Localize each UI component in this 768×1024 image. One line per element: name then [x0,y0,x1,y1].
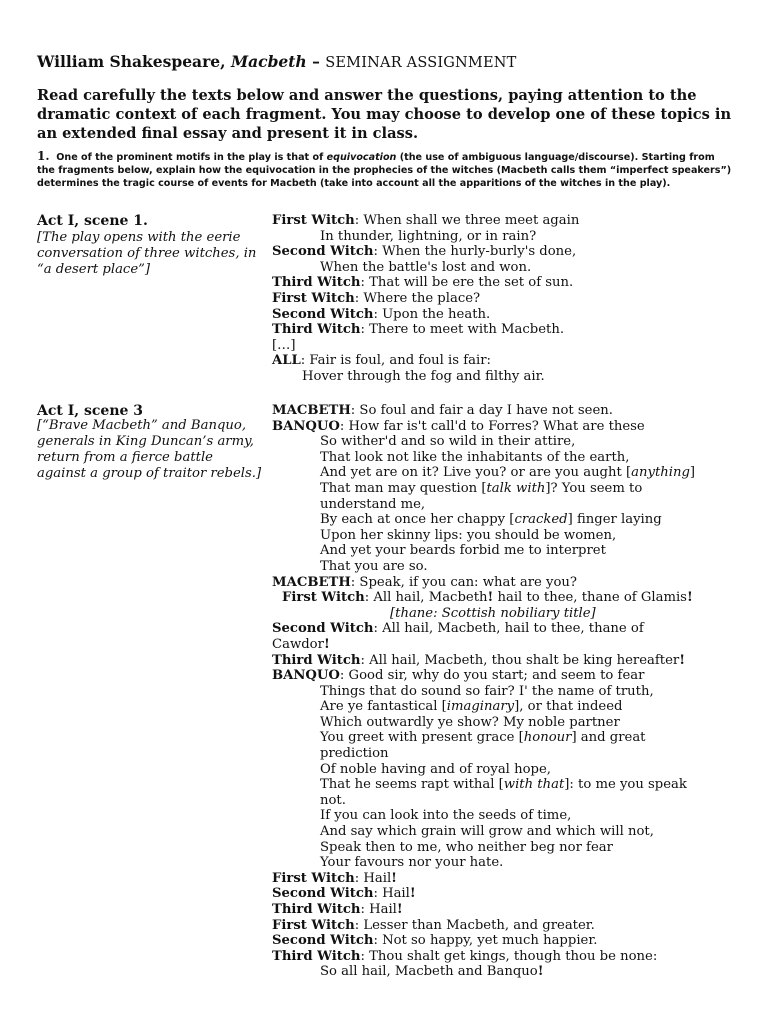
dialogue-line [272,434,742,450]
line-text: : Hail [360,902,397,917]
dialogue-line [272,699,742,715]
dialogue-line [272,213,742,229]
speaker-name: BANQUO [272,668,340,684]
speaker-name: Second Witch [272,244,374,260]
dialogue-line [272,497,742,513]
dialogue-line [272,543,742,559]
dialogue-line [272,871,742,887]
dialogue-line [272,715,742,731]
question-text-a: One of the prominent motifs in the play is that of [56,152,327,163]
dialogue-line [272,824,742,840]
line-text: ] and great [571,730,646,746]
line-text: That he seems rapt withal [ [320,777,504,793]
line-text: Which outwardly ye show? My noble partner [320,714,620,730]
speaker-name: First Witch [272,213,355,228]
line-text: And yet are on it? Live you? or are you aught [ [320,465,632,481]
dialogue-line [272,575,742,591]
gloss: with that [503,777,565,793]
dialogue-line [272,746,742,762]
line-text: : Hail [354,870,392,886]
exclamation-mark: ! [409,886,416,902]
line-text: hail to thee, thane of Glamis [493,590,687,606]
line-text: : Not so happy, yet much happier. [373,933,598,949]
line-text: : Where the place? [354,290,481,306]
line-text: You greet with present grace [ [320,730,524,746]
line-text: : Speak, if you can: what are you? [350,574,577,590]
dialogue-line [272,369,742,385]
dialogue-line [272,260,742,276]
title-dash: – [306,52,326,71]
exclamation-mark: ! [487,590,494,606]
line-text: That man may question [ [320,480,487,496]
line-text: : So foul and fair a day I have not seen. [350,403,613,418]
dialogue-line [272,637,742,653]
dialogue-line [272,621,742,637]
speaker-name: Second Witch [272,886,374,902]
dialogue-line [272,307,742,323]
line-text: : Fair is foul, and foul is fair: [300,353,491,369]
dialogue-line [272,322,742,338]
dialogue-line [272,808,742,824]
line-text: And yet your beards forbid me to interpret [320,543,606,559]
line-text: : Thou shalt get kings, though thou be none: [360,948,658,964]
scene1-note: [The play opens with the eerie conversation of three witches, in “a desert place”] [37,230,257,277]
question-1 [37,150,732,190]
dialogue-line [272,668,742,684]
line-text: not. [320,792,346,808]
speaker-name: Second Witch [272,306,374,322]
speaker-name: First Witch [272,917,355,933]
line-text: ]? You seem to [545,480,643,496]
line-text: : Hail [373,886,410,902]
line-text: If you can look into the seeds of time, [320,808,572,824]
dialogue-line [272,559,742,575]
line-text: That you are so. [320,558,428,574]
line-text: ], or that indeed [514,699,623,715]
line-text: In thunder, lightning, or in rain? [320,228,537,244]
speaker-name: ALL [272,353,301,369]
speaker-name: MACBETH [272,574,351,590]
dialogue-line [272,512,742,528]
dialogue-line [272,481,742,497]
speaker-name: Second Witch [272,621,374,637]
scene3-dialogue [272,403,742,980]
dialogue-line [272,933,742,949]
question-number: 1. [37,149,50,163]
gloss: anything [631,465,690,481]
dialogue-line [272,338,742,354]
dialogue-line [272,762,742,778]
line-text: : All hail, Macbeth [364,590,488,606]
speaker-name: Third Witch [272,948,361,964]
line-text: That look not like the inhabitants of the earth, [320,449,630,465]
dialogue-line [272,902,742,918]
line-text: understand me, [320,496,426,512]
line-text: By each at once her chappy [ [320,512,515,528]
line-text: […] [272,337,296,353]
title-subtitle: SEMINAR ASSIGNMENT [325,55,517,71]
dialogue-line [272,949,742,965]
page-title [37,52,517,71]
line-text: When the battle's lost and won. [320,259,532,275]
line-text: : All hail, Macbeth, hail to thee, thane of [373,621,644,637]
speaker-name: Third Witch [272,902,361,917]
line-text: And say which grain will grow and which will not, [320,824,654,840]
line-text: ] finger laying [567,512,662,528]
dialogue-line [272,275,742,291]
scene1-dialogue [272,213,742,385]
dialogue-line [272,229,742,245]
line-text: : When shall we three meet again [354,213,580,228]
line-text: ]: to me you speak [564,777,687,793]
dialogue-line [272,419,742,435]
dialogue-line [272,244,742,260]
line-text: So wither'd and so wild in their attire, [320,434,576,450]
title-author: William Shakespeare, [37,52,231,71]
dialogue-line [272,465,742,481]
line-text: : That will be ere the set of sun. [360,275,574,291]
dialogue-line [272,528,742,544]
line-text: : All hail, Macbeth, thou shalt be king hereafter [360,652,680,668]
line-text: : When the hurly-burly's done, [373,244,577,260]
gloss: imaginary [446,699,515,715]
scene3-note: [“Brave Macbeth” and Banquo, generals in King Duncan’s army, return from a fierce battle against a group of traitor rebels.] [37,418,262,481]
exclamation-mark: ! [391,870,397,886]
gloss: honour [523,730,572,746]
line-text: : Lesser than Macbeth, and greater. [354,917,595,933]
dialogue-line [272,450,742,466]
dialogue-line [272,291,742,307]
dialogue-line [272,590,742,606]
speaker-name: MACBETH [272,403,351,418]
speaker-name: First Witch [272,290,355,306]
exclamation-mark: ! [396,902,403,917]
line-text: : Upon the heath. [373,306,491,322]
speaker-name: BANQUO [272,418,340,434]
line-text: prediction [320,746,389,762]
question-term: equivocation [326,152,397,163]
line-text: Are ye fantastical [ [320,699,447,715]
title-play: Macbeth [230,52,307,71]
speaker-name: Third Witch [272,275,361,291]
speaker-name: Third Witch [272,322,361,338]
gloss: cracked [514,512,568,528]
scene1-heading: Act I, scene 1. [37,213,148,229]
dialogue-line [272,964,742,980]
exclamation-mark: ! [323,636,330,652]
dialogue-line [272,353,742,369]
line-text: Cawdor [272,636,324,652]
line-text: : Good sir, why do you start; and seem to fear [339,668,645,684]
speaker-name: First Witch [282,590,365,606]
speaker-name: Second Witch [272,933,374,949]
dialogue-line [272,606,742,622]
dialogue-line [272,730,742,746]
line-text: Hover through the fog and filthy air. [302,368,545,384]
exclamation-mark: ! [679,652,685,668]
dialogue-line [272,840,742,856]
dialogue-line [272,777,742,793]
line-text: : There to meet with Macbeth. [360,322,565,338]
exclamation-mark: ! [686,590,693,606]
gloss: [thane: Scottish nobiliary title] [390,605,596,621]
line-text: ] [689,465,696,481]
exclamation-mark: ! [537,964,544,980]
line-text: Your favours nor your hate. [320,855,504,871]
dialogue-line [272,855,742,871]
dialogue-line [272,918,742,934]
dialogue-line [272,793,742,809]
line-text: Of noble having and of royal hope, [320,761,551,777]
dialogue-line [272,653,742,669]
line-text: : How far is't call'd to Forres? What are these [339,418,645,434]
speaker-name: Third Witch [272,652,361,668]
line-text: Speak then to me, who neither beg nor fear [320,839,613,855]
gloss: talk with [486,480,546,496]
line-text: Things that do sound so fair? I' the name of truth, [320,683,654,699]
dialogue-line [272,684,742,700]
line-text: So all hail, Macbeth and Banquo [320,964,538,980]
question-text-b: (the use of ambiguous language/discourse). Starting from the fragments below, explain how the equivocation in the prophecies of the witches (Macbeth calls them “imperfect speakers”) determines the tragic course of events for Macbeth (take into account all the apparitions of the witches in the play). [37,152,732,189]
dialogue-line [272,886,742,902]
line-text: Upon her skinny lips: you should be women, [320,527,617,543]
scene3-heading: Act I, scene 3 [37,403,144,419]
dialogue-line [272,403,742,419]
speaker-name: First Witch [272,870,355,886]
intro-paragraph: Read carefully the texts below and answer the questions, paying attention to the dramatic context of each fragment. You may choose to develop one of these topics in an extended final essay and present it in class. [37,87,732,142]
